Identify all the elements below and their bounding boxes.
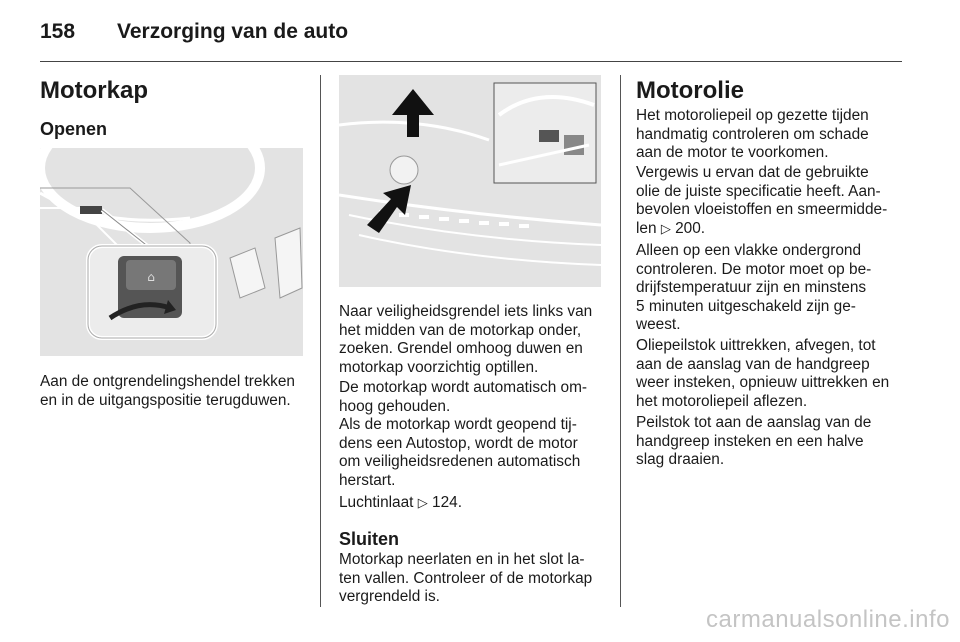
page-reference-arrow-icon: ▷ <box>417 496 428 511</box>
hood-release-lever-illustration <box>40 148 303 356</box>
auto-support-paragraph: De motorkap wordt automatisch om- hoog gehouden. <box>339 379 588 415</box>
luchtinlaat-reference: Luchtinlaat ▷ 124. <box>339 494 462 511</box>
oil-intro-paragraph: Het motoroliepeil op gezette tijden handmatig controleren om schade aan de motor te voorkomen. <box>636 107 869 161</box>
subheading-sluiten: Sluiten <box>339 529 400 549</box>
dipstick-read-paragraph: Oliepeilstok uittrekken, afvegen, tot aan de aanslag van de handgreep weer insteken, opnieuw uittrekken en het motoroliepeil aflezen. <box>636 337 890 410</box>
page-reference-arrow-icon: ▷ <box>660 221 671 237</box>
subheading-openen: Openen <box>40 119 108 139</box>
page-number: 158 <box>40 20 76 43</box>
safety-catch-illustration <box>339 75 601 287</box>
oil-specification-paragraph: Vergewis u ervan dat de gebruikte olie de juiste specificatie heeft. Aan- bevolen vloeistoffen en smeermidde- len ▷ 200. <box>636 164 888 237</box>
section-heading-motorkap: Motorkap <box>40 77 148 104</box>
svg-text:⌂: ⌂ <box>147 270 155 284</box>
chapter-title: Verzorging van de auto <box>117 20 349 43</box>
page-link-200[interactable]: 200. <box>675 219 706 237</box>
page-link-124[interactable]: 124. <box>432 494 462 511</box>
oil-conditions-paragraph: Alleen op een vlakke ondergrond controleren. De motor moet op be- drijfstemperatuur zijn en minstens 5 minuten uitgeschakeld zijn ge- weest. <box>636 242 872 333</box>
column-divider-right <box>620 75 621 607</box>
section-heading-motorolie: Motorolie <box>636 77 744 104</box>
openen-caption: Aan de ontgrendelingshendel trekken en in de uitgangspositie terugduwen. <box>40 373 295 409</box>
column-divider-left <box>320 75 321 607</box>
page-header <box>40 18 900 58</box>
safety-catch-paragraph: Naar veiligheidsgrendel iets links van het midden van de motorkap onder, zoeken. Grendel omhoog duwen en motorkap voorzichtig optillen. <box>339 303 593 376</box>
autostop-paragraph: Als de motorkap wordt geopend tij- dens een Autostop, wordt de motor om veiligheidsredenen automatisch herstart. <box>339 416 581 489</box>
header-rule <box>40 61 902 62</box>
sluiten-paragraph: Motorkap neerlaten en in het slot la- ten vallen. Controleer of de motorkap vergrendeld is. <box>339 551 593 605</box>
dipstick-reinsert-paragraph: Peilstok tot aan de aanslag van de handgreep insteken en een halve slag draaien. <box>636 414 872 468</box>
watermark: carmanualsonline.info <box>706 606 950 633</box>
